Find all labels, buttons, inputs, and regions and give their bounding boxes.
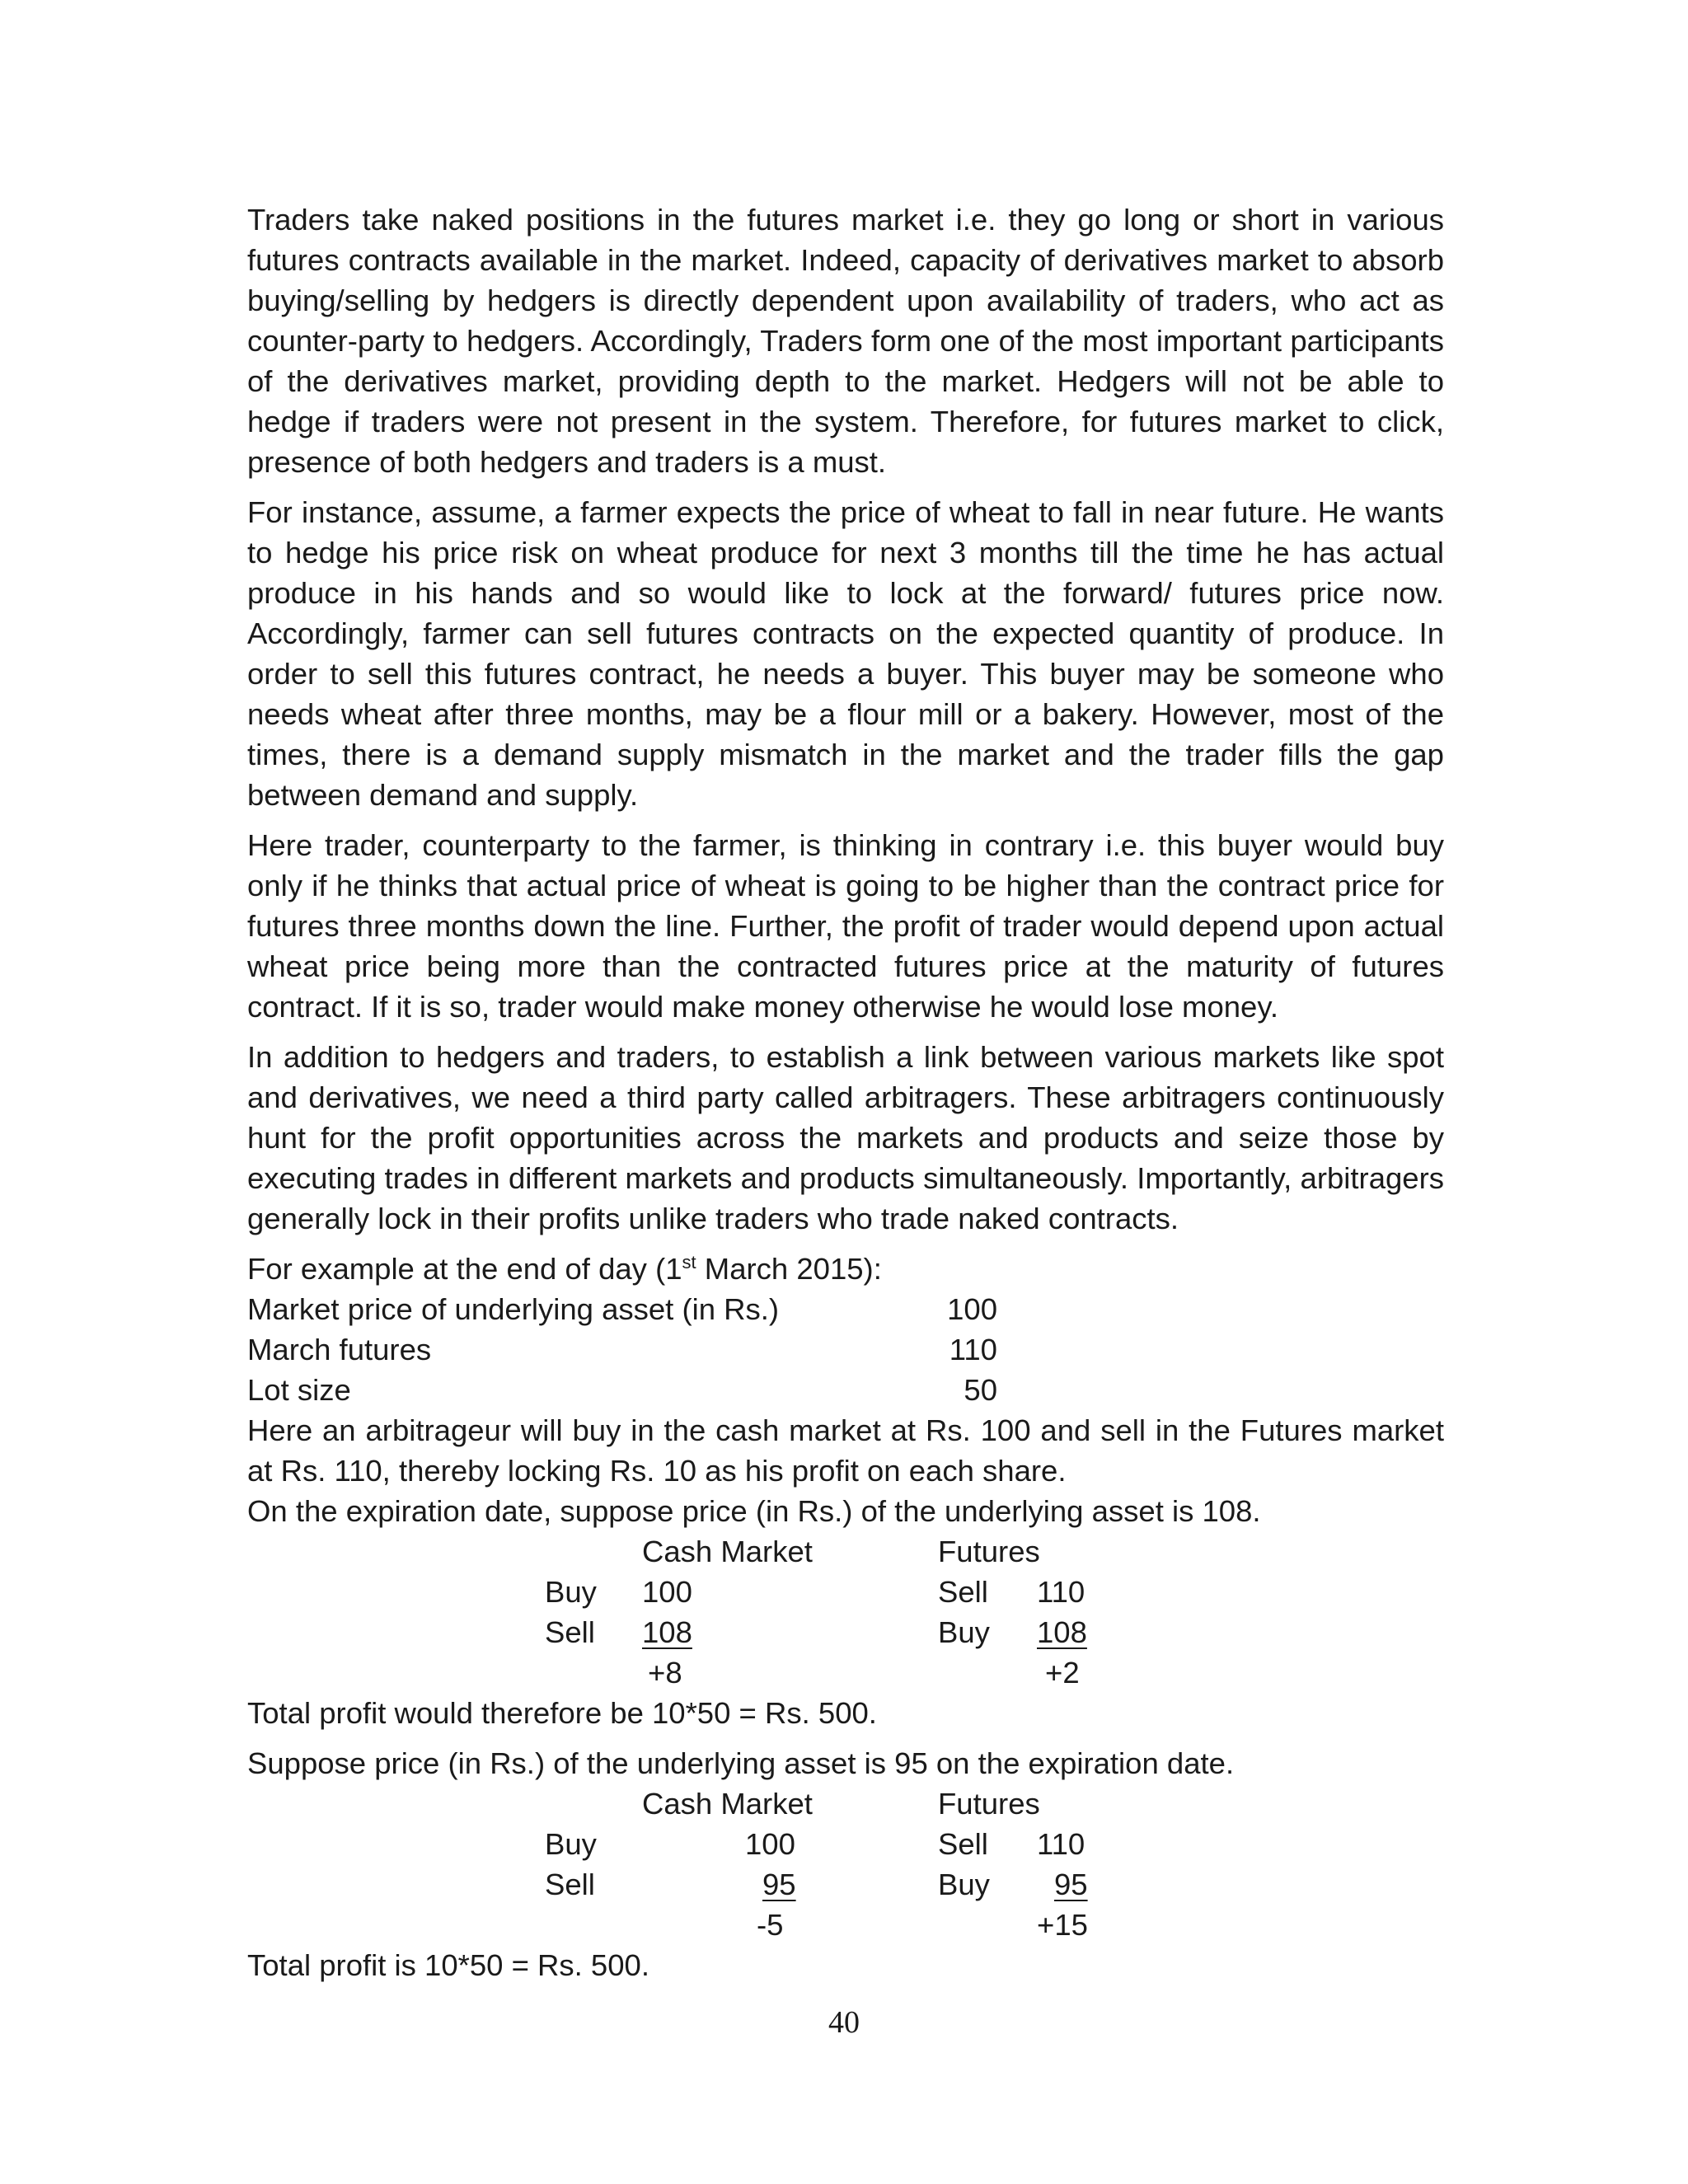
scenario2-intro: Suppose price (in Rs.) of the underlying asset is 95 on the expiration date.	[247, 1746, 1235, 1780]
scenario2-row2-cash-action: Sell	[545, 1868, 595, 1901]
scenario1-row2-cash-action: Sell	[545, 1615, 595, 1649]
scenario1-row1-cash-action: Buy	[545, 1575, 597, 1609]
paragraph-arbitragers: In addition to hedgers and traders, to establish a link between various markets like spot and derivatives, we need a third party called arbitragers. These arbitragers continuously hunt for the profit opportunities across the markets and products and seize those by executing trades in different markets and products simultaneously. Importantly, arbitragers generally lock in their profits unlike traders who trade naked contracts.	[247, 1040, 1444, 1235]
scenario1-total: Total profit would therefore be 10*50 = Rs. 500.	[247, 1696, 877, 1730]
paragraph-traders: Traders take naked positions in the futures market i.e. they go long or short in various futures contracts available in the market. Indeed, capacity of derivatives market to absorb buying/selling by hedgers is directly dependent upon availability of traders, who act as counter-party to hedgers. Accordingly, Traders form one of the most important participants of the derivatives market, providing depth to the market. Hedgers will not be able to hedge if traders were not present in the system. Therefore, for futures market to click, presence of both hedgers and traders is a must.	[247, 203, 1444, 479]
scenario1-row1-futures-value: 110	[1037, 1575, 1085, 1609]
body-text	[247, 199, 1444, 1985]
scenario2-futures-result: +15	[1037, 1908, 1088, 1942]
scenario2-cash-result: -5	[757, 1908, 784, 1942]
example-row-march-futures: March futures 110	[247, 1333, 997, 1366]
scenario2-futures-header: Futures	[938, 1787, 1040, 1821]
scenario2-row2-cash-value: 95	[762, 1868, 796, 1901]
scenario2-cash-header: Cash Market	[642, 1787, 813, 1821]
paragraph-farmer-example: For instance, assume, a farmer expects the price of wheat to fall in near future. He wants to hedge his price risk on wheat produce for next 3 months till the time he has actual produce in his hands and so would like to lock at the forward/ futures price now. Accordingly, farmer can sell futures contracts on the expected quantity of produce. In order to sell this futures contract, he needs a buyer. This buyer may be someone who needs wheat after three months, may be a flour mill or a bakery. However, most of the times, there is a demand supply mismatch in the market and the trader fills the gap between demand and supply.	[247, 495, 1444, 812]
scenario2-row2-futures-action: Buy	[938, 1868, 990, 1901]
scenario2-total: Total profit is 10*50 = Rs. 500.	[247, 1948, 649, 1982]
scenario1-row2-futures-value: 108	[1037, 1615, 1087, 1649]
scenario2-row1-futures-action: Sell	[938, 1827, 988, 1861]
scenario1-table	[247, 1531, 1444, 1693]
scenario1-intro: On the expiration date, suppose price (in Rs.) of the underlying asset is 108.	[247, 1494, 1261, 1528]
scenario2-table	[247, 1783, 1444, 1945]
scenario1-futures-header: Futures	[938, 1535, 1040, 1568]
scenario1-cash-result: +8	[648, 1656, 682, 1690]
scenario1-row1-futures-action: Sell	[938, 1575, 988, 1609]
scenario1-row1-cash-value: 100	[642, 1575, 692, 1609]
scenario2-row1-cash-value: 100	[745, 1827, 795, 1861]
scenario1-cash-header: Cash Market	[642, 1535, 813, 1568]
scenario1-futures-result: +2	[1045, 1656, 1080, 1690]
example-values	[247, 1289, 997, 1410]
example-intro: For example at the end of day (1st March 2015):	[247, 1251, 882, 1286]
example-row-market-price: Market price of underlying asset (in Rs.) 100	[247, 1292, 997, 1326]
scenario2-row1-futures-value: 110	[1037, 1827, 1085, 1861]
scenario2-row2-futures-value: 95	[1054, 1868, 1088, 1901]
scenario1-row2-cash-value: 108	[642, 1615, 692, 1649]
scenario2-row1-cash-action: Buy	[545, 1827, 597, 1861]
example-explanation-line1: Here an arbitrageur will buy in the cash market at Rs. 100 and sell in the Futures market	[247, 1413, 1444, 1447]
page-number: 40	[828, 2005, 860, 2040]
scenario1-row2-futures-action: Buy	[938, 1615, 990, 1649]
example-explanation-line2: at Rs. 110, thereby locking Rs. 10 as his profit on each share.	[247, 1454, 1067, 1488]
paragraph-trader-counterparty: Here trader, counterparty to the farmer, is thinking in contrary i.e. this buyer would buy only if he thinks that actual price of wheat is going to be higher than the contract price for futures three months down the line. Further, the profit of trader would depend upon actual wheat price being more than the contracted futures price at the maturity of futures contract. If it is so, trader would make money otherwise he would lose money.	[247, 828, 1444, 1024]
example-row-lot-size: Lot size 50	[247, 1373, 997, 1407]
